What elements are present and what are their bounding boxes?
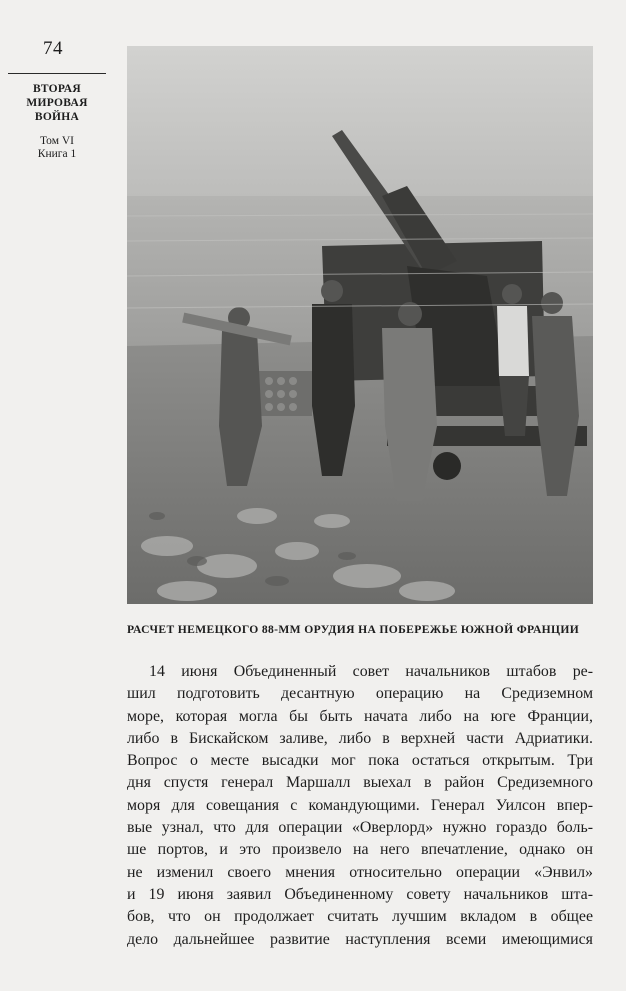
volume-line: Книга 1 (37, 148, 77, 160)
page-number: 74 (43, 38, 63, 59)
text-line: не изменил своего мнения относительно операции «Энвил» (127, 863, 593, 881)
body-text (127, 661, 593, 951)
series-title-line: МИРОВАЯ (26, 97, 88, 109)
text-line: ше портов, и это произвело на него впечатление, однако он (127, 841, 593, 859)
text-line: либо в Бискайском заливе, либо в верхней части Адриатики. (127, 729, 593, 747)
text-line: 14 июня Объединенный совет начальников штабов ре- (149, 663, 593, 680)
series-title (0, 82, 114, 124)
header-rule (8, 73, 106, 74)
text-line: вые узнал, что для операции «Оверлорд» нужно гораздо боль- (127, 819, 593, 837)
series-title-line: ВОЙНА (34, 111, 80, 123)
volume-info (0, 135, 114, 161)
text-line: и 19 июня заявил Объединенному совету начальников шта- (127, 885, 593, 903)
series-title-line: ВТОРАЯ (33, 83, 81, 95)
photograph (127, 46, 593, 604)
volume-line: Том VI (40, 135, 74, 147)
text-line: бов, что он продолжает считать лучшим вкладом в общее (127, 908, 593, 926)
text-line: дело дальнейшее развитие наступления всеми имеющимися (127, 930, 593, 948)
text-line: шил подготовить десантную операцию на Средиземном (127, 685, 593, 703)
text-line: Вопрос о месте высадки мог пока остаться открытым. Три (127, 752, 593, 770)
figure-caption: РАСЧЕТ НЕМЕЦКОГО 88-ММ ОРУДИЯ НА ПОБЕРЕЖЬЕ ЮЖНОЙ ФРАНЦИИ (127, 623, 580, 636)
text-line: моря для совещания с командующими. Генерал Уилсон впер- (127, 796, 593, 814)
text-line: море, которая могла бы быть начата либо на юге Франции, (127, 707, 593, 725)
photo-illustration (127, 46, 593, 604)
text-line: дня спустя генерал Маршалл выехал в район Средиземного (127, 774, 593, 792)
